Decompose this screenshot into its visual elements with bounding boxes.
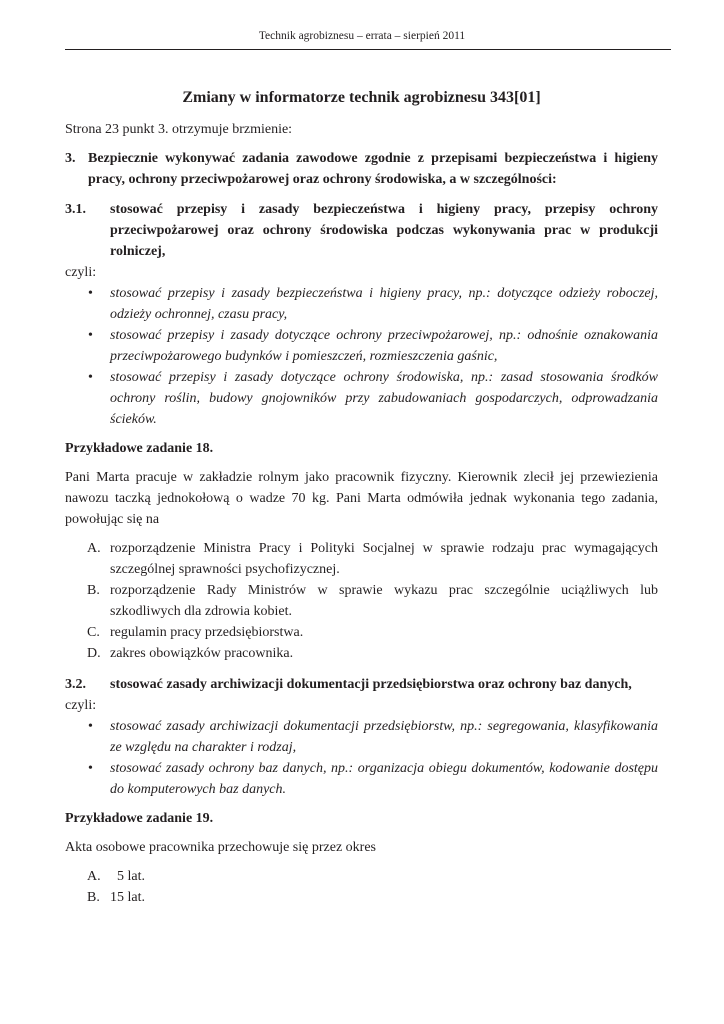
option-letter: C. [87,625,100,640]
task-18-text: Pani Marta pracuje w zakładzie rolnym jako pracownik fizyczny. Kierownik zlecił jej przewiezienia nawozu taczką jednokołową o wadze 70 kg. Pani Marta odmówiła jednak wykonania tego zadania, powołując się na [65,470,658,527]
bullet-item [65,367,658,430]
option-letter: B. [87,583,100,598]
czyli-label: czyli: [65,698,97,713]
subsection-number: 3.2. [65,677,86,692]
section-3 [65,148,658,190]
bullet-item [65,758,658,800]
option-item [65,866,658,887]
bullet-icon: • [88,328,93,343]
bullet-text: stosować zasady archiwizacji dokumentacji przedsiębiorstw, np.: segregowania, klasyfikowania ze względu na charakter i rodzaj, [110,719,658,755]
option-item [65,580,658,622]
task-18-options [65,538,658,664]
option-text: 5 lat. [110,869,145,884]
subsection-text: stosować zasady archiwizacji dokumentacji przedsiębiorstwa oraz ochrony baz danych, [110,677,632,692]
subsection-3-2 [65,674,658,695]
document-body [65,87,658,908]
task-19-options [65,866,658,908]
bullet-text: stosować przepisy i zasady dotyczące ochrony środowiska, np.: zasad stosowania środków ochrony roślin, budowy gnojowników przy zabudowaniach gospodarczych, odprowadzania ścieków. [110,370,658,427]
intro-text: Strona 23 punkt 3. otrzymuje brzmienie: [65,122,293,137]
option-letter: A. [87,869,101,884]
option-letter: B. [87,890,100,905]
running-header: Technik agrobiznesu – errata – sierpień 2011 [258,30,466,42]
bullet-item [65,325,658,367]
bullet-item [65,716,658,758]
subsection-3-1 [65,199,658,262]
bullet-icon: • [88,286,93,301]
bullet-list-3-1 [65,283,658,430]
bullet-icon: • [88,370,93,385]
section-text: Bezpiecznie wykonywać zadania zawodowe zgodnie z przepisami bezpieczeństwa i higieny pracy, ochrony przeciwpożarowej oraz ochrony środowiska, a w szczególności: [88,151,658,187]
option-item [65,538,658,580]
option-item [65,622,658,643]
bullet-text: stosować przepisy i zasady bezpieczeństwa i higieny pracy, np.: dotyczące odzieży roboczej, odzieży ochronnej, czasu pracy, [110,286,658,322]
task-19-text: Akta osobowe pracownika przechowuje się przez okres [65,840,376,855]
bullet-icon: • [88,719,93,734]
option-item [65,643,658,664]
option-text: 15 lat. [110,890,145,905]
bullet-list-3-2 [65,716,658,800]
subsection-text: stosować przepisy i zasady bezpieczeństwa i higieny pracy, przepisy ochrony przeciwpożarowej oraz ochrony środowiska podczas wykonywania prac w produkcji rolniczej, [110,202,658,259]
task-19-title: Przykładowe zadanie 19. [65,811,214,826]
task-18-title: Przykładowe zadanie 18. [65,441,214,456]
bullet-text: stosować zasady ochrony baz danych, np.: organizacja obiegu dokumentów, kodowanie dostępu do komputerowych baz danych. [110,761,658,797]
option-letter: D. [87,646,101,661]
option-text: zakres obowiązków pracownika. [110,646,294,661]
bullet-icon: • [88,761,93,776]
option-text: rozporządzenie Ministra Pracy i Polityki Socjalnej w sprawie rodzaju prac wymagających szczególnej sprawności psychofizycznej. [110,541,658,577]
option-text: regulamin pracy przedsiębiorstwa. [110,625,304,640]
document-title: Zmiany w informatorze technik agrobiznesu 343[01] [182,89,541,106]
header-rule [65,49,671,50]
bullet-item [65,283,658,325]
option-text: rozporządzenie Rady Ministrów w sprawie wykazu prac szczególnie uciążliwych lub szkodliwych dla zdrowia kobiet. [110,583,658,619]
option-letter: A. [87,541,101,556]
czyli-label: czyli: [65,265,97,280]
option-item [65,887,658,908]
section-number: 3. [65,151,76,166]
bullet-text: stosować przepisy i zasady dotyczące ochrony przeciwpożarowej, np.: odnośnie oznakowania przeciwpożarowego budynków i pomieszczeń, rozmieszczenia gaśnic, [110,328,658,364]
subsection-number: 3.1. [65,202,86,217]
